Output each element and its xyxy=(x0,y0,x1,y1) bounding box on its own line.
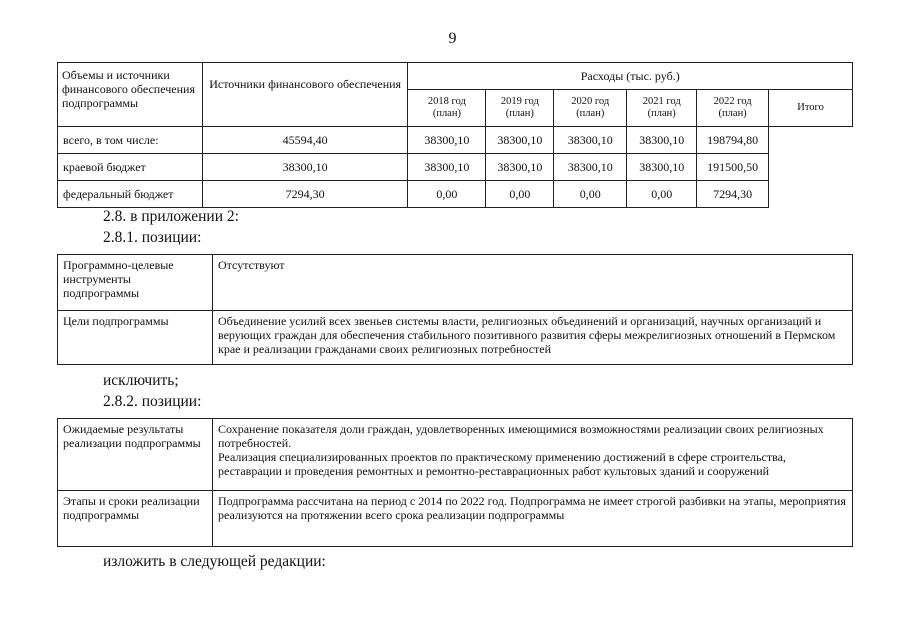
amount-cell: 45594,40 xyxy=(202,127,408,154)
table-row xyxy=(58,154,853,181)
amount-cell: 38300,10 xyxy=(408,154,486,181)
year-label: 2021 год xyxy=(642,96,681,107)
funding-source: всего, в том числе: xyxy=(58,127,203,154)
amount-cell: 198794,80 xyxy=(697,127,769,154)
stages-label: Этапы и сроки реализации подпрограммы xyxy=(58,491,213,547)
amount-cell: 38300,10 xyxy=(486,127,554,154)
funding-source: федеральный бюджет xyxy=(58,181,203,208)
expenses-header: Расходы (тыс. руб.) xyxy=(408,63,853,90)
year-column-header xyxy=(408,90,486,127)
source-header: Источники финансового обеспечения xyxy=(202,63,408,127)
year-column-header xyxy=(769,90,853,127)
amount-cell: 38300,10 xyxy=(627,127,697,154)
amount-cell: 38300,10 xyxy=(408,127,486,154)
amount-cell: 0,00 xyxy=(627,181,697,208)
amount-cell: 0,00 xyxy=(554,181,627,208)
amount-cell: 38300,10 xyxy=(554,154,627,181)
results-text-a: Сохранение показателя доли граждан, удовлетворенных имеющимися возможностями реализации своих религиозных потребностей. xyxy=(218,422,824,450)
tools-text: Отсутствуют xyxy=(213,255,853,311)
financing-label: Объемы и источники финансового обеспечения подпрограммы xyxy=(58,63,203,127)
amount-cell: 191500,50 xyxy=(697,154,769,181)
goals-label: Цели подпрограммы xyxy=(58,311,213,365)
year-label: Итого xyxy=(797,102,824,113)
plan-label: (план) xyxy=(505,108,534,119)
financing-table xyxy=(57,62,853,208)
funding-source: краевой бюджет xyxy=(58,154,203,181)
paragraph-new-edition: изложить в следующей редакции: xyxy=(103,553,326,570)
results-text-b: Реализация специализированных проектов по практическому применению достижений в сфере строительства, реставрации и проведения ремонтных и ремонтно-реставрационных работ культовых зданий и сооружений xyxy=(218,450,786,478)
year-label: 2022 год xyxy=(713,96,752,107)
tools-label: Программно-целевые инструменты подпрограммы xyxy=(58,255,213,311)
positions-table-2 xyxy=(57,418,853,547)
amount-cell: 7294,30 xyxy=(202,181,408,208)
plan-label: (план) xyxy=(647,108,676,119)
amount-cell: 38300,10 xyxy=(202,154,408,181)
amount-cell: 38300,10 xyxy=(554,127,627,154)
goals-text: Объединение усилий всех звеньев системы власти, религиозных объединений и организаций, научных организаций и верующих граждан для обеспечения стабильного позитивного развития сферы межрелигиозных отношений в Пермском крае и реализации гражданами своих религиозных потребностей xyxy=(213,311,853,365)
results-label: Ожидаемые результаты реализации подпрограммы xyxy=(58,419,213,491)
plan-label: (план) xyxy=(432,108,461,119)
positions-table-1 xyxy=(57,254,853,365)
year-label: 2019 год xyxy=(500,96,539,107)
page-number: 9 xyxy=(448,30,457,47)
paragraph-2-8: 2.8. в приложении 2: xyxy=(103,208,239,225)
year-label: 2020 год xyxy=(571,96,610,107)
amount-cell: 0,00 xyxy=(408,181,486,208)
table-row xyxy=(58,127,853,154)
paragraph-2-8-2: 2.8.2. позиции: xyxy=(103,393,202,410)
amount-cell: 7294,30 xyxy=(697,181,769,208)
year-label: 2018 год xyxy=(427,96,466,107)
year-column-header xyxy=(486,90,554,127)
plan-label: (план) xyxy=(718,108,747,119)
year-column-header xyxy=(627,90,697,127)
table-row xyxy=(58,181,853,208)
paragraph-exclude: исключить; xyxy=(103,372,179,389)
amount-cell: 38300,10 xyxy=(627,154,697,181)
paragraph-2-8-1: 2.8.1. позиции: xyxy=(103,229,202,246)
amount-cell: 38300,10 xyxy=(486,154,554,181)
stages-text: Подпрограмма рассчитана на период с 2014 по 2022 год. Подпрограмма не имеет строгой разбивки на этапы, мероприятия реализуются на протяжении всего срока реализации подпрограммы xyxy=(213,491,853,547)
year-column-header xyxy=(697,90,769,127)
amount-cell: 0,00 xyxy=(486,181,554,208)
results-text xyxy=(213,419,853,491)
year-column-header xyxy=(554,90,627,127)
plan-label: (план) xyxy=(576,108,605,119)
